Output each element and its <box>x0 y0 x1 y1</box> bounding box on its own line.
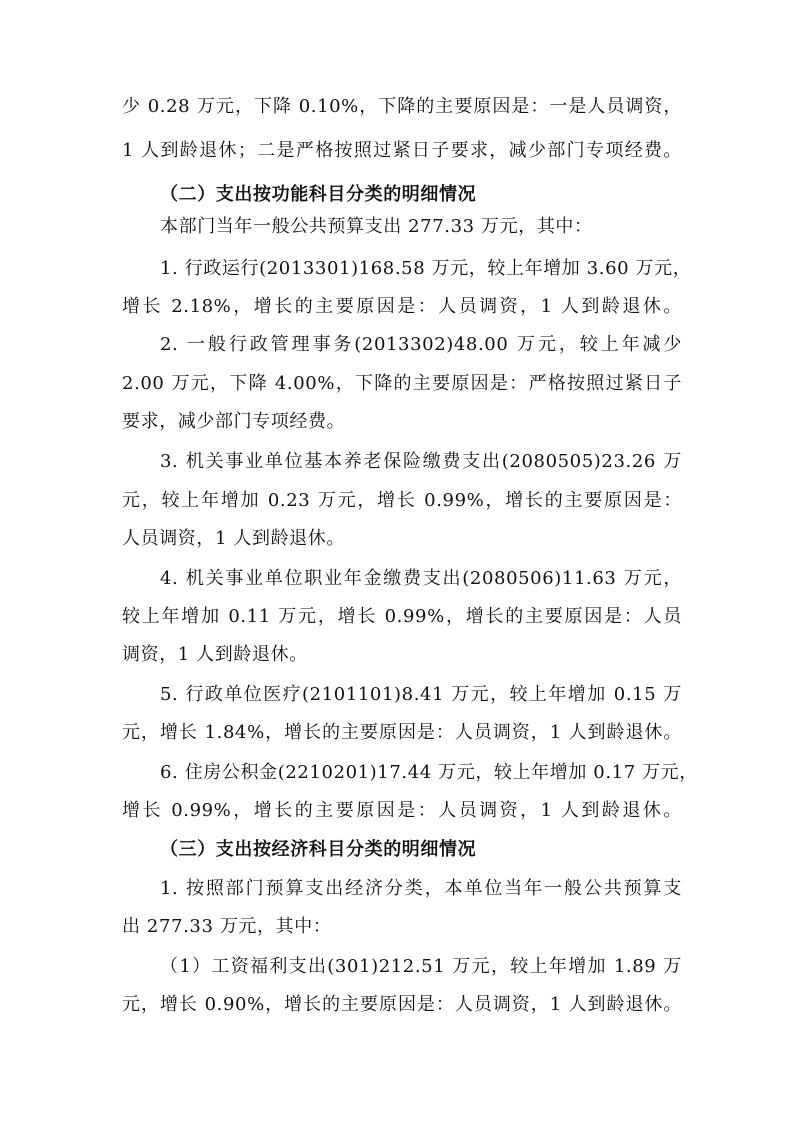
text-line: 增长 2.18%，增长的主要原因是：人员调资，1 人到龄退休。 <box>122 296 682 317</box>
text-line: 元，增长 0.90%，增长的主要原因是：人员调资，1 人到龄退休。 <box>122 994 682 1015</box>
text-line: 元，增长 1.84%，增长的主要原因是：人员调资，1 人到龄退休。 <box>122 722 682 743</box>
section-heading: （二）支出按功能科目分类的明细情况 <box>160 184 477 205</box>
list-item: 2. 一般行政管理事务(2013302)48.00 万元，较上年减少 <box>160 334 682 355</box>
list-item: 6. 住房公积金(2210201)17.44 万元，较上年增加 0.17 万元， <box>160 762 698 783</box>
list-item: 5. 行政单位医疗(2101101)8.41 万元，较上年增加 0.15 万 <box>160 684 682 705</box>
list-item: 1. 行政运行(2013301)168.58 万元，较上年增加 3.60 万元， <box>160 258 692 279</box>
list-item: 1. 按照部门预算支出经济分类，本单位当年一般公共预算支 <box>160 878 682 899</box>
text-line: 本部门当年一般公共预算支出 277.33 万元，其中： <box>160 216 593 237</box>
list-item: （1）工资福利支出(301)212.51 万元，较上年增加 1.89 万 <box>160 956 682 977</box>
section-heading: （三）支出按经济科目分类的明细情况 <box>160 839 477 860</box>
text-line: 1 人到龄退休；二是严格按照过紧日子要求，减少部门专项经费。 <box>122 140 682 161</box>
text-line: 增长 0.99%，增长的主要原因是：人员调资，1 人到龄退休。 <box>122 800 682 821</box>
text-line: 调资，1 人到龄退休。 <box>122 644 308 665</box>
list-item: 4. 机关事业单位职业年金缴费支出(2080506)11.63 万元， <box>160 568 682 589</box>
list-item: 3. 机关事业单位基本养老保险缴费支出(2080505)23.26 万 <box>160 451 682 472</box>
text-line: 2.00 万元，下降 4.00%，下降的主要原因是：严格按照过紧日子 <box>122 373 682 394</box>
text-line: 要求，减少部门专项经费。 <box>122 411 346 432</box>
text-line: 出 277.33 万元，其中： <box>122 916 332 937</box>
text-line: 人员调资，1 人到龄退休。 <box>122 528 345 549</box>
text-line: 元，较上年增加 0.23 万元，增长 0.99%，增长的主要原因是： <box>122 490 682 511</box>
text-line: 较上年增加 0.11 万元，增长 0.99%，增长的主要原因是：人员 <box>122 606 682 627</box>
text-line: 少 0.28 万元，下降 0.10%，下降的主要原因是：一是人员调资， <box>122 96 682 117</box>
